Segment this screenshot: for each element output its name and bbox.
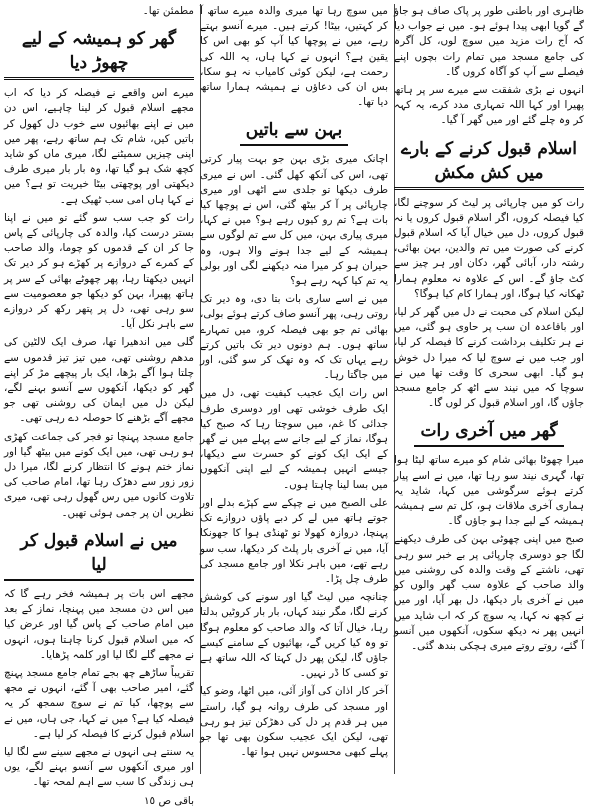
paragraph: ظاہری اور باطنی طور پر پاک صاف ہو جاؤ گے گویا ابھی پیدا ہوئے ہو۔ میں نے جواب دیا کہ آج رات مزید میں سوچ لوں، کل آگرہ کی جامع مسجد میں تمام رات بچوں اپنے فیصلے سے آپ کو آگاہ کروں گا۔ bbox=[394, 5, 584, 78]
section-heading bbox=[394, 419, 584, 447]
paragraph: اس رات ایک عجیب کیفیت تھی، دل میں ایک طرف خوشی تھی اور دوسری طرف جدائی کا غم، میں سوچتا رہا کہ صبح کیا ہوگا، نماز کے لیے جانے سے پہلے میں نے گھر کے ایک ایک کونے کو حسرت سے دیکھا، جیسے انہیں ہمیشہ کے لیے اپنی آنکھوں میں بسا لینا چاہتا ہوں۔ bbox=[200, 387, 388, 491]
paragraph: صبح میں اپنی چھوٹی بہن کی طرف دیکھنے لگا جو دوسری چارپائی پر بے خبر سو رہی تھی، ناشتے کے وقت والدہ کی روشنی میں والد صاحب کے علاوہ سب گھر والوں کو میں نے آخری بار دیکھا، دل بھر آیا، اور میں نے کچھ نہ کہا، یہ سوچ کر کہ اب شاید میں انہیں پھر نہ دیکھ سکوں، آنکھوں میں آنسو آ گئے، روتے روتے میری ہچکی بندھ گئی۔ bbox=[394, 533, 584, 652]
heading-text: بہن سے باتیں bbox=[240, 118, 348, 146]
paragraph: تقریباً ساڑھے چھ بجے تمام جامع مسجد پہنچ گئے، امیر صاحب بھی آ گئے، انہوں نے مجھ سے پوچھا، کیا تم نے سوچ سمجھ کر یہ فیصلہ کیا ہے؟ میں نے کہا، جی ہاں، میں نے اسلام قبول کرنے کا فیصلہ کر لیا ہے۔ bbox=[4, 666, 194, 740]
section-heading bbox=[200, 118, 388, 146]
article-column-right bbox=[394, 4, 584, 776]
heading-text: میں نے اسلام قبول کر لیا bbox=[4, 529, 194, 581]
paragraph: میرے اس واقعے نے فیصلہ کر دیا کہ اب مجھے اسلام قبول کر لینا چاہیے، اس دن میں نے اپنے بھائیوں سے خوب دل کھول کر باتیں کیں، شام تک ہم ساتھ رہے، پھر میں اپنی چیزیں سمیٹنے لگا، میری ماں کو شاید کچھ شک ہو گیا تھا، وہ بار بار میری طرف دیکھتی اور پوچھتی بیٹا خیریت تو ہے؟ میں نے کہا ہاں امی سب ٹھیک ہے۔ bbox=[4, 87, 194, 206]
paragraph: میں سوچ رہا تھا میری والدہ میرے ساتھ آ کر کہتیں، بیٹا! کرتے ہیں۔ میرے آنسو بہتے رہے، میں نے پوچھا کیا آپ کو بھی اس کا یقین ہے؟ انہوں نے کہا ہاں، یہ اللہ کی رحمت ہے، لیکن کوئی کامیاب نہ ہو سکا، بس ان کی دعاؤں نے ہمیشہ ہمارا ساتھ دیا تھا۔ bbox=[200, 5, 388, 109]
paragraph: میرا چھوٹا بھائی شام کو میرے ساتھ لیٹا ہوا تھا، گہری نیند سو رہا تھا، میں نے اسے پیار کرتے ہوئے سرگوشی میں کہا، شاید یہ ہماری آخری ملاقات ہو، کل تم سے ہمیشہ ہمیشہ کے لیے جدا ہو جاؤں گا۔ bbox=[394, 454, 584, 528]
paragraph: یہ سنتے ہی انہوں نے مجھے سینے سے لگا لیا اور میری آنکھوں سے آنسو بہنے لگے، یوں ہی زندگی کا سب سے اہم لمحہ تھا۔ bbox=[4, 745, 194, 789]
paragraph: رات کو جب سب سو گئے تو میں نے اپنا بستر درست کیا، والدہ کی چارپائی کے پاس جا کر ان کے قدموں کو چوما، والد صاحب کے کمرے کے دروازے پر کھڑے ہو کر دیر تک انہیں دیکھتا رہا، پھر چھوٹے بھائی کے سر پر ہاتھ پھیرا، بہن کو دیکھا جو معصومیت سے سو رہی تھی، دل پر پتھر رکھ کر دروازے سے باہر نکل آیا۔ bbox=[4, 211, 194, 331]
paragraph: اچانک میری بڑی بہن جو بہت پیار کرتی تھی، اس کی آنکھ کھل گئی۔ اس نے میری طرف دیکھا تو جلدی سے اٹھی اور میری چارپائی پر آ کر بیٹھ گئی، اس نے پوچھا کیا بات ہے؟ تم رو کیوں رہے ہو؟ میں نے کہا، میری پیاری بہن، میں کل سے تم لوگوں سے ہمیشہ کے لیے جدا ہونے والا ہوں، وہ حیران ہو کر میرا منہ دیکھنے لگی اور بولی یہ تم کیا کہہ رہے ہو؟ bbox=[200, 153, 388, 288]
heading-text: گھر کو ہمیشہ کے لیے چھوڑ دیا bbox=[4, 27, 194, 80]
section-heading bbox=[4, 27, 194, 80]
paragraph: رات کو میں چارپائی پر لیٹ کر سوچنے لگا، کیا فیصلہ کروں، اگر اسلام قبول کروں یا نہ قبول کروں، دل میں خیال آیا کہ اسلام قبول کرنے کی صورت میں تم والدین، بہن بھائی، رشتہ دار، آبائی گھر، دکان اور ہر چیز سے کٹ جاؤ گے۔ اس کے علاوہ نہ معلوم ہمارا ٹھکانہ کیا ہوگا، اور ہمارا کام کیا ہوگا؟ bbox=[394, 196, 584, 300]
article-column-middle bbox=[200, 4, 388, 776]
heading-text: گھر میں آخری رات bbox=[414, 419, 563, 447]
heading-text: اسلام قبول کرنے کے بارے میں کش مکش bbox=[394, 137, 584, 190]
paragraph: چنانچہ میں لیٹ گیا اور سونے کی کوشش کرنے لگا، مگر نیند کہاں، بار بار کروٹیں بدلتا رہا، خیال آتا کہ والد صاحب کو معلوم ہوگا تو وہ کیا کریں گے، بھائیوں کے سامنے کیسے جاؤں گا، لیکن پھر دل کہتا کہ اللہ ساتھ ہے تو کسی کا ڈر نہیں۔ bbox=[200, 591, 388, 680]
paragraph: مجھے اس بات پر ہمیشہ فخر رہے گا کہ میں اس دن مسجد میں پہنچا، نماز کے بعد میں امام صاحب کے پاس گیا اور عرض کیا کہ میں اسلام قبول کرنا چاہتا ہوں، انہوں نے مجھے گلے لگا لیا اور کلمہ پڑھایا۔ bbox=[4, 587, 194, 661]
article-column-left bbox=[3, 4, 194, 807]
paragraph: گلی میں اندھیرا تھا، صرف ایک لالٹین کی مدھم روشنی تھی، میں تیز تیز قدموں سے چلتا ہوا آگے بڑھا، ایک بار پیچھے مڑ کر اپنے گھر کو دیکھا، آنکھوں سے آنسو بہنے لگے، لیکن دل میں ایمان کی روشنی تھی جو مجھے آگے بڑھنے کا حوصلہ دے رہی تھی۔ bbox=[4, 336, 194, 425]
section-heading bbox=[394, 137, 584, 190]
paragraph: جامع مسجد پہنچا تو فجر کی جماعت کھڑی ہو رہی تھی، میں ایک کونے میں بیٹھ گیا اور نماز ختم ہونے کا انتظار کرنے لگا، میرا دل زور زور سے دھڑک رہا تھا، امام صاحب کی تلاوت کانوں میں رس گھول رہی تھی، میری نظریں ان پر جمی ہوئی تھیں۔ bbox=[3, 430, 194, 519]
paragraph: مطمئن تھا۔ bbox=[142, 5, 194, 17]
section-heading bbox=[4, 529, 194, 581]
paragraph: لیکن اسلام کی محبت نے دل میں گھر کر لیا، اور باقاعدہ ان سب پر حاوی ہو گئی، میں نے ہر تکلیف برداشت کرنے کا فیصلہ کر لیا، اور جب میں نے سوچ لیا کہ میرا دل خوش ہو گیا۔ ابھی سحری کا وقت تھا میں نے سوچا کہ میں نیند سے اٹھ کر جامع مسجد جاؤں گا، اور اسلام قبول کر لوں گا۔ bbox=[394, 306, 584, 410]
paragraph: آخر کار اذان کی آواز آئی، میں اٹھا، وضو کیا اور مسجد کی طرف روانہ ہو گیا، راستے میں ہر قدم پر دل کی دھڑکن تیز ہو رہی تھی، لیکن ایک عجیب سکون بھی تھا جو پہلے کبھی محسوس نہیں ہوا تھا۔ bbox=[200, 685, 388, 759]
paragraph: علی الصبح میں نے چپکے سے کپڑے بدلے اور جوتے ہاتھ میں لے کر دبے پاؤں دروازے تک پہنچا، دروازہ کھولا تو ٹھنڈی ہوا کا جھونکا آیا، میں نے آخری بار پلٹ کر دیکھا، سب سو رہے تھے، میں باہر نکلا اور جامع مسجد کی طرف چل پڑا۔ bbox=[200, 496, 388, 585]
paragraph: انہوں نے بڑی شفقت سے میرے سر پر ہاتھ پھیرا اور کہا اللہ تمہاری مدد کرے، یہ کہہ کر وہ چلے گئے اور میں گھر آ گیا۔ bbox=[394, 84, 584, 127]
paragraph: میں نے اسے ساری بات بتا دی، وہ دیر تک روتی رہی، پھر آنسو صاف کرتے ہوئے بولی، بھائی تم جو بھی فیصلہ کرو، میں تمہارے ساتھ ہوں۔ ہم دونوں دیر تک باتیں کرتے رہے یہاں تک کہ وہ تھک کر سو گئی، اور میں جاگتا رہا۔ bbox=[200, 293, 388, 382]
page-continuation: باقی ص ١٥ bbox=[143, 794, 194, 807]
